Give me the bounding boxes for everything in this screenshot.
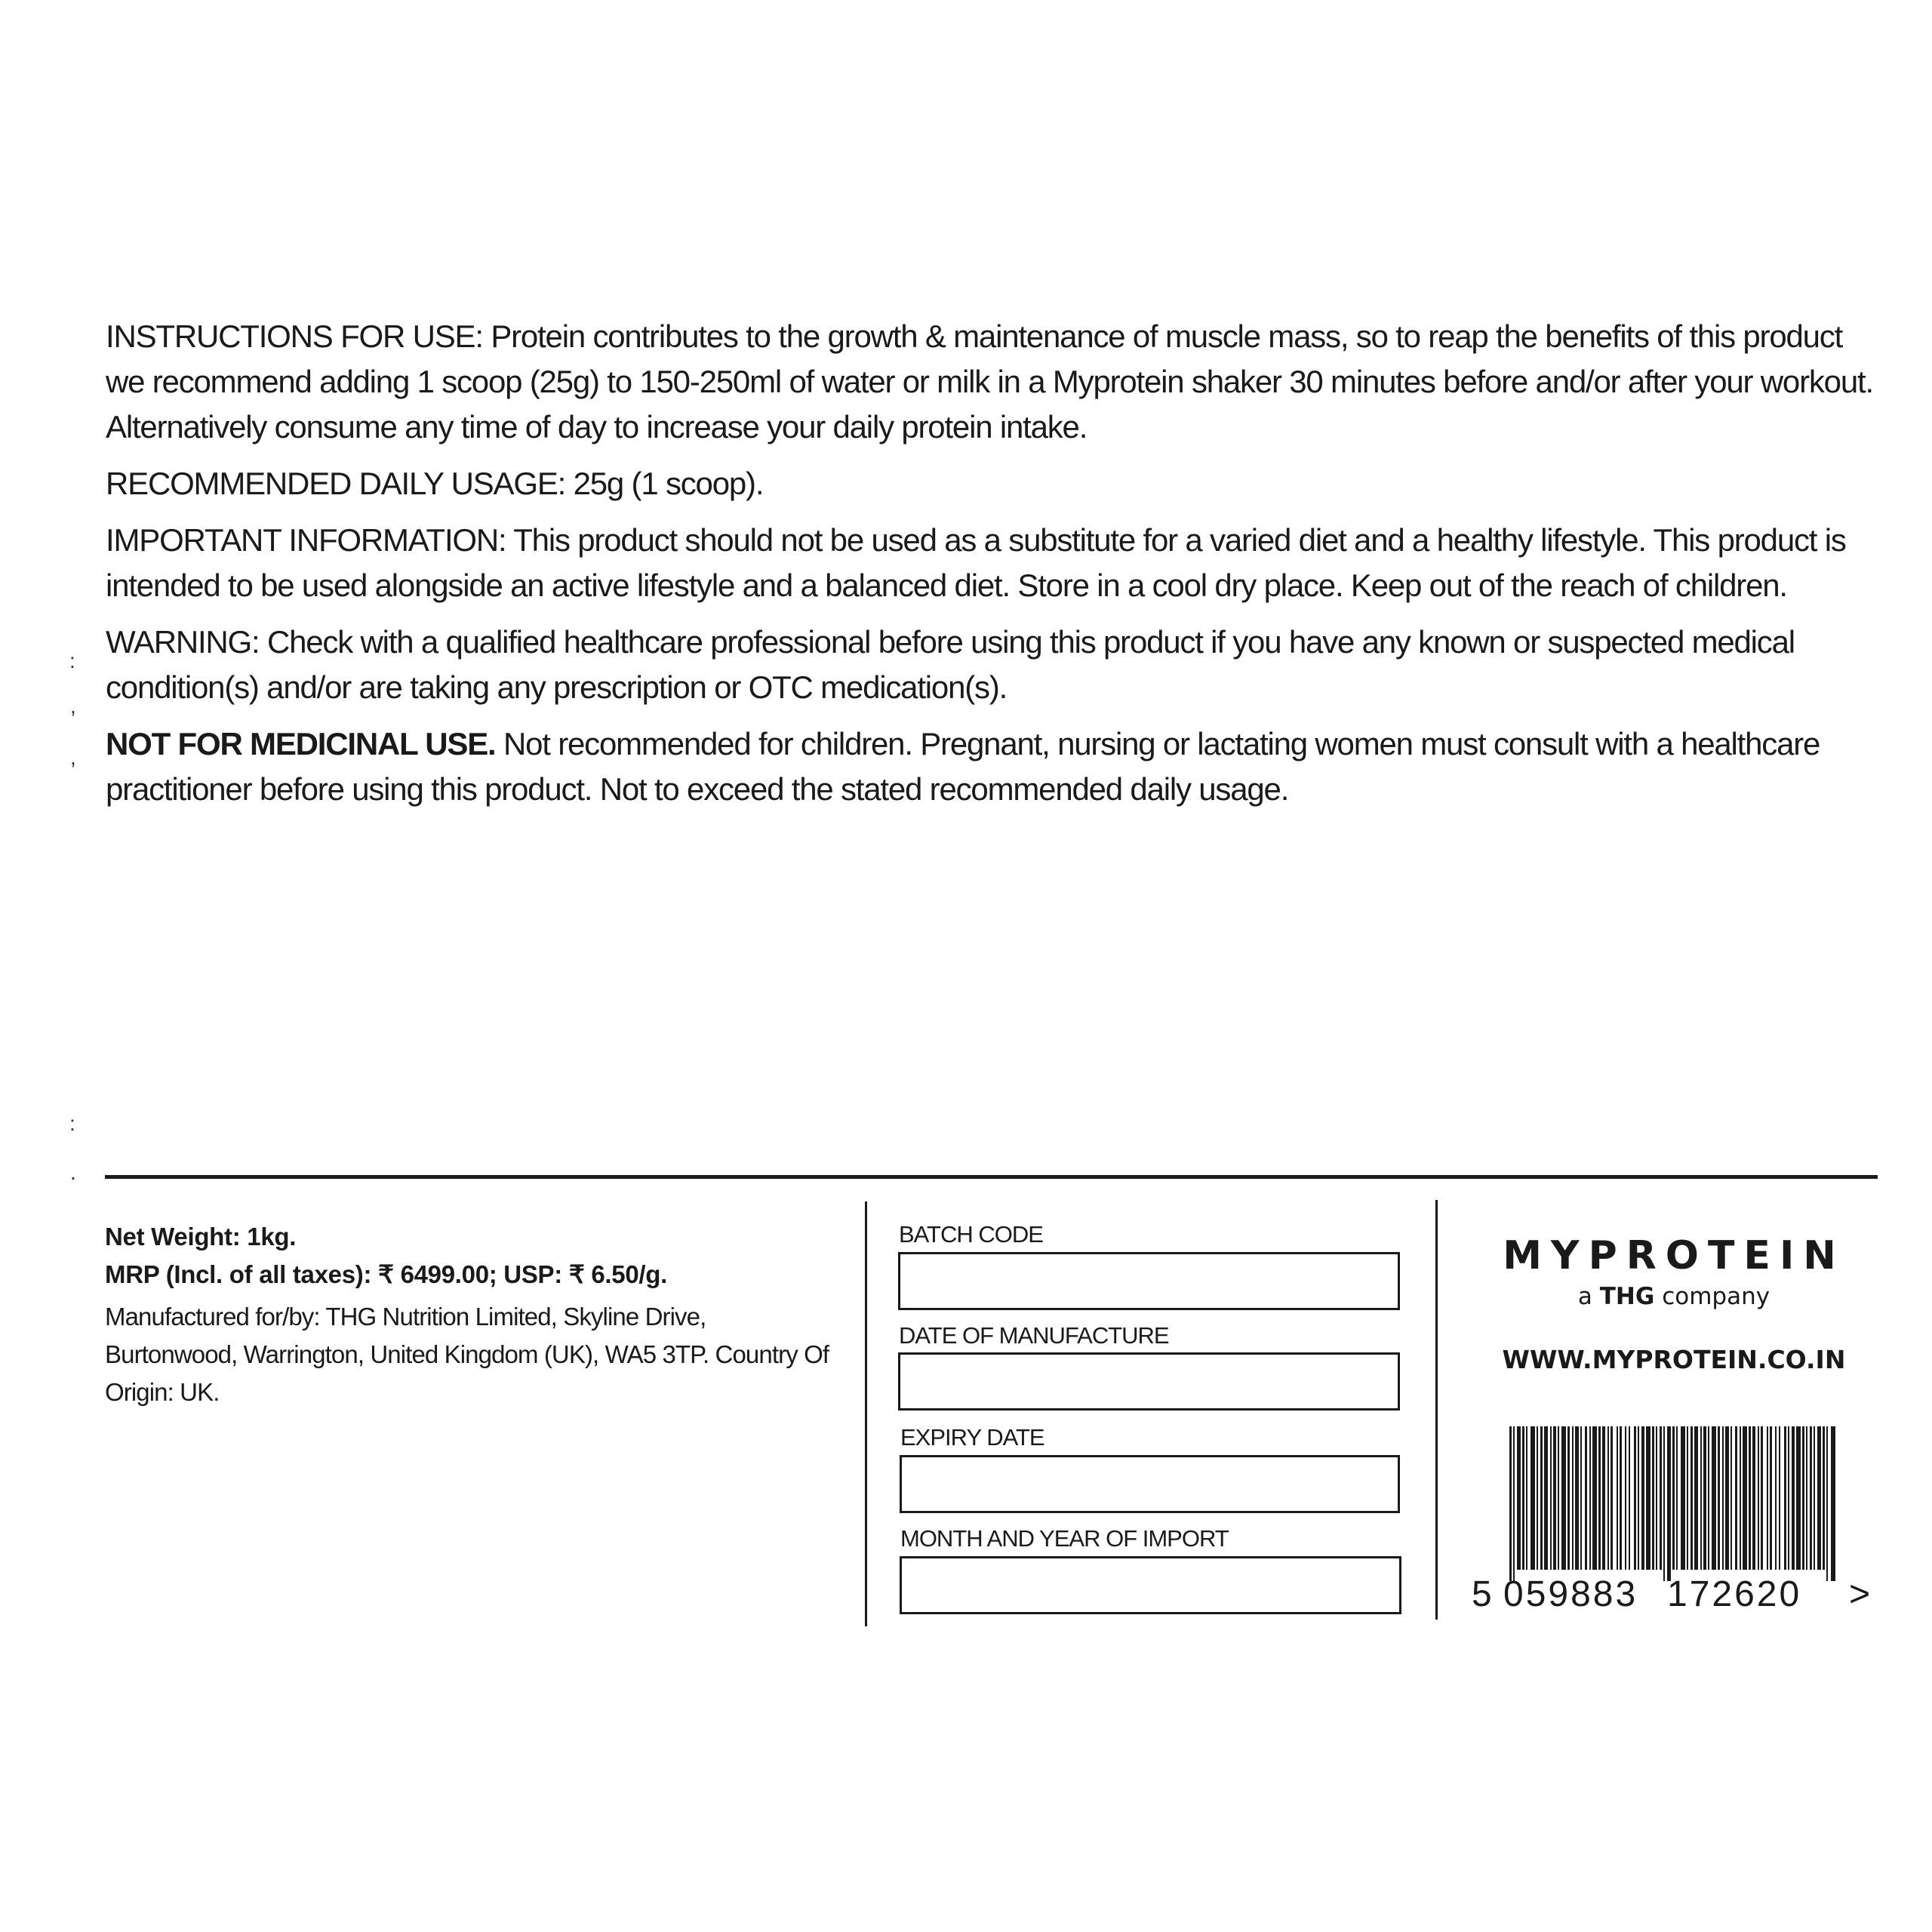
barcode-bar (1817, 1426, 1821, 1570)
website-url: WWW.MYPROTEIN.CO.IN (1502, 1345, 1846, 1374)
barcode-bar (1531, 1426, 1535, 1570)
net-weight: Net Weight: 1kg. (105, 1223, 297, 1251)
edge-mark: . (70, 1161, 76, 1184)
instructions-text: Protein contributes to the growth & maintenance of muscle mass, so to reap the benefits of this product we recommend adding 1 scoop (25g) to 150-250ml of water or milk in a Myprotein shaker 30 minutes before and/or after your workout. Alternatively consume any time of day to increase your daily protein intake. (106, 318, 1873, 445)
daily-usage-label: RECOMMENDED DAILY USAGE: (106, 466, 566, 501)
expiry-date-label: EXPIRY DATE (900, 1424, 1044, 1451)
barcode-bar (1823, 1426, 1825, 1570)
barcode-bar (1540, 1426, 1543, 1570)
important-text: This product should not be used as a substitute for a varied diet and a healthy lifestyle. This product is intended to be used alongside an active lifestyle and a balanced diet. Store in a cool dry place. Keep out of the reach of children. (106, 522, 1846, 603)
date-of-manufacture-box (898, 1352, 1400, 1411)
barcode-bar (1517, 1426, 1521, 1570)
column-separator (865, 1201, 867, 1626)
barcode-bar (1761, 1426, 1763, 1570)
barcode-bar (1700, 1426, 1702, 1570)
instructions-paragraph (106, 314, 1887, 450)
barcode-bar (1743, 1426, 1747, 1570)
barcode-bar (1814, 1426, 1815, 1570)
barcode-bar (1580, 1426, 1582, 1570)
barcode-bar (1602, 1426, 1605, 1570)
barcode-bar (1788, 1426, 1789, 1570)
not-medicinal-paragraph (106, 721, 1887, 812)
barcode-bar (1806, 1426, 1807, 1570)
barcode-bar (1826, 1426, 1828, 1581)
barcode-bar (1617, 1426, 1618, 1570)
barcode-bar (1575, 1426, 1579, 1570)
instructions-label: INSTRUCTIONS FOR USE: (106, 318, 483, 354)
barcode-bar (1567, 1426, 1570, 1570)
barcode-bar (1550, 1426, 1552, 1570)
barcode-bar (1749, 1426, 1751, 1570)
barcode-left-digits: 059883 (1503, 1574, 1638, 1614)
barcode-bar (1725, 1426, 1729, 1570)
barcode-bar (1652, 1426, 1654, 1570)
barcode-bar (1611, 1426, 1613, 1570)
manufacturer-info: Manufactured for/by: THG Nutrition Limited, Skyline Drive, Burtonwood, Warrington, United Kingdom (UK), WA5 3TP. Country Of Origin: UK. (105, 1303, 829, 1406)
barcode-bar (1767, 1426, 1768, 1570)
barcode-bar (1775, 1426, 1777, 1570)
barcode-bar (1572, 1426, 1574, 1570)
edge-mark: , (70, 694, 76, 718)
barcode-bar (1703, 1426, 1706, 1570)
barcode-bar (1558, 1426, 1559, 1570)
usage-information (106, 314, 1887, 823)
barcode-bar (1779, 1426, 1780, 1570)
barcode-bar (1641, 1426, 1644, 1570)
barcode-bar (1752, 1426, 1755, 1570)
barcode-bar (1656, 1426, 1657, 1570)
barcode-bar (1638, 1426, 1639, 1570)
edge-mark: : (69, 649, 75, 672)
barcode-bar (1802, 1426, 1804, 1570)
barcode-bar (1718, 1426, 1720, 1570)
important-paragraph (106, 518, 1887, 608)
tagline-suffix: company (1662, 1283, 1770, 1310)
barcode-bar (1513, 1426, 1515, 1581)
barcode-bar (1625, 1426, 1626, 1570)
barcode-bar (1607, 1426, 1609, 1570)
barcode-bar (1585, 1426, 1587, 1570)
not-medicinal-text: Not recommended for children. Pregnant, nursing or lactating women must consult with a healthcare practitioner before using this product. Not to exceed the stated recommended daily usage. (106, 726, 1820, 807)
import-date-label: MONTH AND YEAR OF IMPORT (900, 1525, 1229, 1552)
barcode-bar (1796, 1426, 1801, 1570)
barcode-bar (1672, 1426, 1675, 1570)
import-date-box (900, 1556, 1401, 1614)
important-label: IMPORTANT INFORMATION: (106, 522, 506, 558)
barcode-bar (1592, 1426, 1597, 1570)
not-medicinal-label: NOT FOR MEDICINAL USE. (106, 726, 496, 761)
barcode-first-digit: 5 (1472, 1574, 1492, 1614)
warning-label: WARNING: (106, 624, 260, 660)
column-separator (1435, 1200, 1438, 1620)
barcode-bar (1620, 1426, 1622, 1570)
batch-code-label: BATCH CODE (899, 1221, 1043, 1247)
barcode-bar (1831, 1426, 1835, 1581)
daily-usage-text: 25g (1 scoop). (573, 466, 764, 501)
barcode-bar (1690, 1426, 1693, 1570)
barcode-bar (1792, 1426, 1795, 1570)
barcode-bar (1589, 1426, 1591, 1570)
barcode-bar (1810, 1426, 1812, 1570)
barcode-bar (1694, 1426, 1698, 1570)
barcode-bar (1660, 1426, 1662, 1570)
barcode-bar (1553, 1426, 1556, 1570)
barcode-bar (1629, 1426, 1630, 1570)
barcode-bar (1758, 1426, 1759, 1570)
barcode (1464, 1426, 1879, 1615)
barcode-bar (1537, 1426, 1538, 1570)
barcode-bar (1712, 1426, 1716, 1570)
barcode-bar (1681, 1426, 1685, 1570)
barcode-bar (1646, 1426, 1651, 1570)
myprotein-logo: MYPROTEIN (1503, 1233, 1845, 1278)
barcode-bar (1598, 1426, 1601, 1570)
barcode-right-digits: 172620 (1667, 1574, 1802, 1614)
mrp-price: MRP (Incl. of all taxes): ₹ 6499.00; USP: ₹ 6.50/g. (105, 1260, 668, 1288)
barcode-bar (1784, 1426, 1786, 1570)
barcode-bar (1526, 1426, 1527, 1570)
barcode-bar (1663, 1426, 1665, 1581)
barcode-bar (1722, 1426, 1724, 1570)
barcode-bar (1735, 1426, 1737, 1570)
barcode-bar (1730, 1426, 1732, 1570)
barcode-bar (1634, 1426, 1636, 1570)
product-details (105, 1218, 829, 1411)
barcode-bar (1708, 1426, 1709, 1570)
barcode-bar (1770, 1426, 1772, 1570)
barcode-bars (1509, 1426, 1835, 1581)
date-of-manufacture-label: DATE OF MANUFACTURE (899, 1322, 1169, 1349)
expiry-date-box (900, 1455, 1400, 1513)
edge-mark: , (70, 746, 76, 769)
barcode-bar (1509, 1426, 1512, 1581)
batch-code-box (898, 1252, 1400, 1310)
warning-paragraph (106, 620, 1887, 710)
warning-text: Check with a qualified healthcare professional before using this product if you have any known or suspected medical condition(s) and/or are taking any prescription or OTC medication(s). (106, 624, 1795, 705)
barcode-bar (1687, 1426, 1688, 1570)
barcode-bar (1667, 1426, 1671, 1581)
barcode-bar (1544, 1426, 1548, 1570)
tagline-prefix: a (1577, 1283, 1592, 1310)
edge-mark: : (69, 1112, 75, 1135)
barcode-bar (1522, 1426, 1524, 1570)
daily-usage-paragraph (106, 461, 1887, 506)
barcode-bar (1740, 1426, 1741, 1570)
barcode-bar (1676, 1426, 1678, 1570)
tagline-company: THG (1599, 1283, 1655, 1310)
section-divider (105, 1175, 1878, 1179)
barcode-end-mark: > (1849, 1574, 1871, 1614)
barcode-bar (1561, 1426, 1566, 1570)
thg-tagline (1485, 1281, 1863, 1312)
